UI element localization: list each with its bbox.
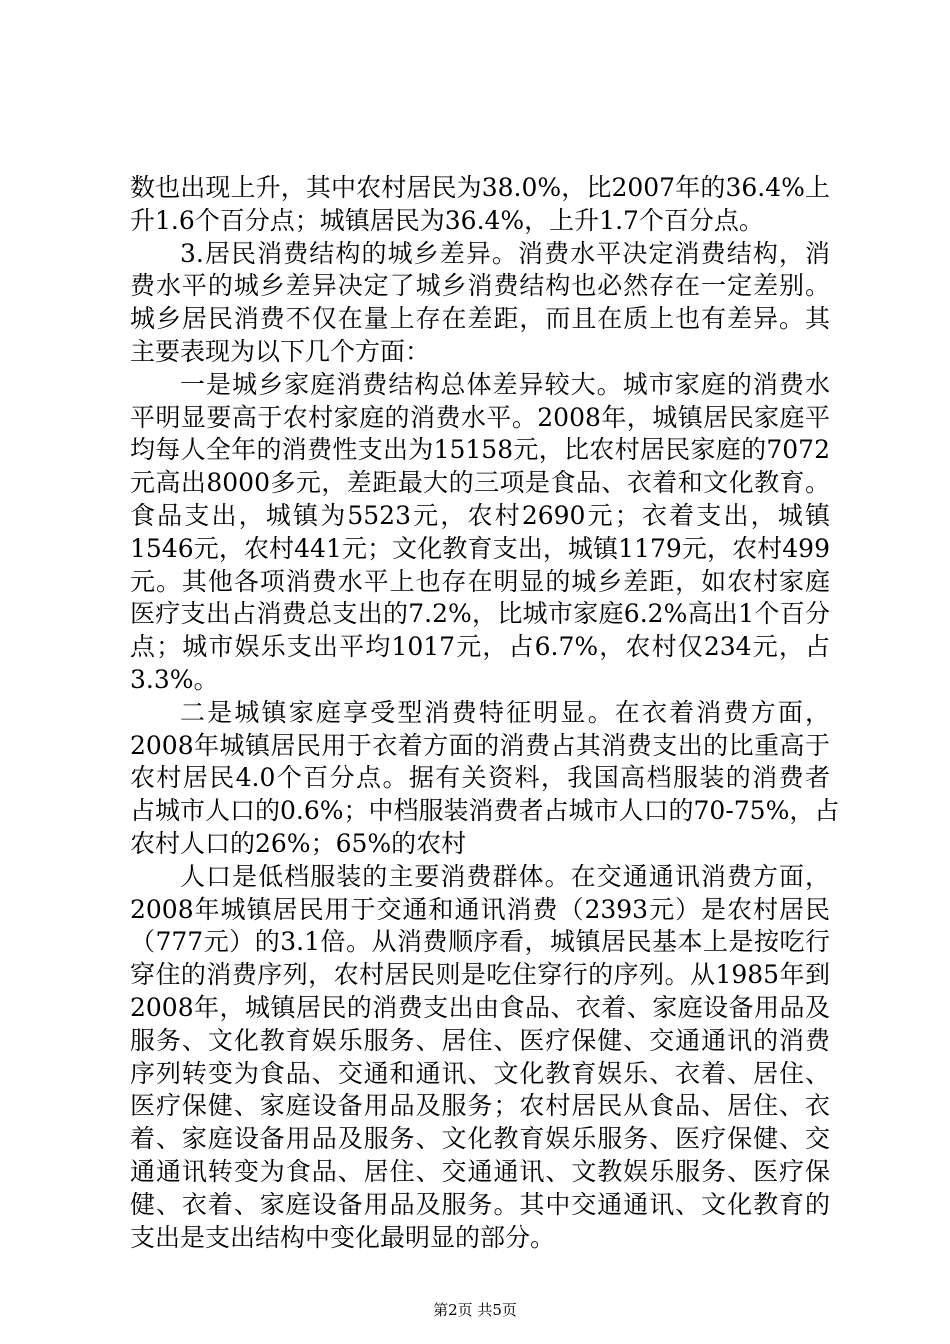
text-line: 平明显要高于农村家庭的消费水平。2008年，城镇居民家庭平 xyxy=(130,402,830,432)
text-line: 2008年城镇居民用于衣着方面的消费占其消费支出的比重高于 xyxy=(130,730,830,760)
text-line: 3.3%。 xyxy=(130,664,219,694)
text-line: 穿住的消费序列，农村居民则是吃住穿行的序列。从1985年到 xyxy=(130,960,830,990)
paragraph-4 xyxy=(130,697,840,861)
text-line: 1546元，农村441元；文化教育支出，城镇1179元，农村499 xyxy=(130,533,830,563)
text-line: 着、家庭设备用品及服务、文化教育娱乐服务、医疗保健、交 xyxy=(130,1124,830,1154)
text-line: 城乡居民消费不仅在量上存在差距，而且在质上也有差异。其 xyxy=(130,304,830,334)
text-line: 序列转变为食品、交通和通讯、文化教育娱乐、衣着、居住、 xyxy=(130,1058,830,1088)
text-line: 升1.6个百分点；城镇居民为36.4%，上升1.7个百分点。 xyxy=(130,205,764,235)
text-line: 服务、文化教育娱乐服务、居住、医疗保健、交通通讯的消费 xyxy=(130,1025,830,1055)
text-line: 二是城镇家庭享受型消费特征明显。在衣着消费方面， xyxy=(180,697,830,727)
text-line: 医疗支出占消费总支出的7.2%，比城市家庭6.2%高出1个百分 xyxy=(130,599,830,629)
text-line: 元。其他各项消费水平上也存在明显的城乡差距，如农村家庭 xyxy=(130,566,830,596)
text-line: 农村人口的26%；65%的农村 xyxy=(130,828,467,858)
text-line: 健、衣着、家庭设备用品及服务。其中交通通讯、文化教育的 xyxy=(130,1189,830,1219)
text-line: 主要表现为以下几个方面： xyxy=(130,336,431,366)
text-line: 均每人全年的消费性支出为15158元，比农村居民家庭的7072 xyxy=(130,435,830,465)
text-line: 2008年城镇居民用于交通和通讯消费（2393元）是农村居民 xyxy=(130,894,830,924)
text-line: 3.居民消费结构的城乡差异。消费水平决定消费结构，消 xyxy=(180,238,830,268)
text-line: 占城市人口的0.6%；中档服装消费者占城市人口的70-75%，占 xyxy=(130,796,840,826)
text-line: 食品支出，城镇为5523元，农村2690元；衣着支出，城镇 xyxy=(130,500,830,530)
text-line: 数也出现上升，其中农村居民为38.0%，比2007年的36.4%上 xyxy=(130,173,830,202)
text-line: 人口是低档服装的主要消费群体。在交通通讯消费方面， xyxy=(180,861,830,891)
paragraph-2 xyxy=(130,238,830,369)
text-line: 一是城乡家庭消费结构总体差异较大。城市家庭的消费水 xyxy=(180,369,830,399)
text-line: 费水平的城乡差异决定了城乡消费结构也必然存在一定差别。 xyxy=(130,271,830,301)
paragraph-1 xyxy=(130,172,830,238)
text-line: 支出是支出结构中变化最明显的部分。 xyxy=(130,1222,556,1252)
text-line: 2008年，城镇居民的消费支出由食品、衣着、家庭设备用品及 xyxy=(130,992,830,1022)
text-line: 点；城市娱乐支出平均1017元，占6.7%，农村仅234元，占 xyxy=(130,632,830,662)
document-body xyxy=(130,172,840,1254)
text-line: 元高出8000多元，差距最大的三项是食品、衣着和文化教育。 xyxy=(130,468,830,498)
paragraph-5 xyxy=(130,861,830,1255)
text-line: 医疗保健、家庭设备用品及服务；农村居民从食品、居住、衣 xyxy=(130,1091,830,1121)
paragraph-3 xyxy=(130,369,830,697)
text-line: 通通讯转变为食品、居住、交通通讯、文教娱乐服务、医疗保 xyxy=(130,1156,830,1186)
page-number-footer: 第2页 共5页 xyxy=(433,1301,517,1319)
text-line: 农村居民4.0个百分点。据有关资料，我国高档服装的消费者 xyxy=(130,763,830,793)
text-line: （777元）的3.1倍。从消费顺序看，城镇居民基本上是按吃行 xyxy=(130,927,830,957)
